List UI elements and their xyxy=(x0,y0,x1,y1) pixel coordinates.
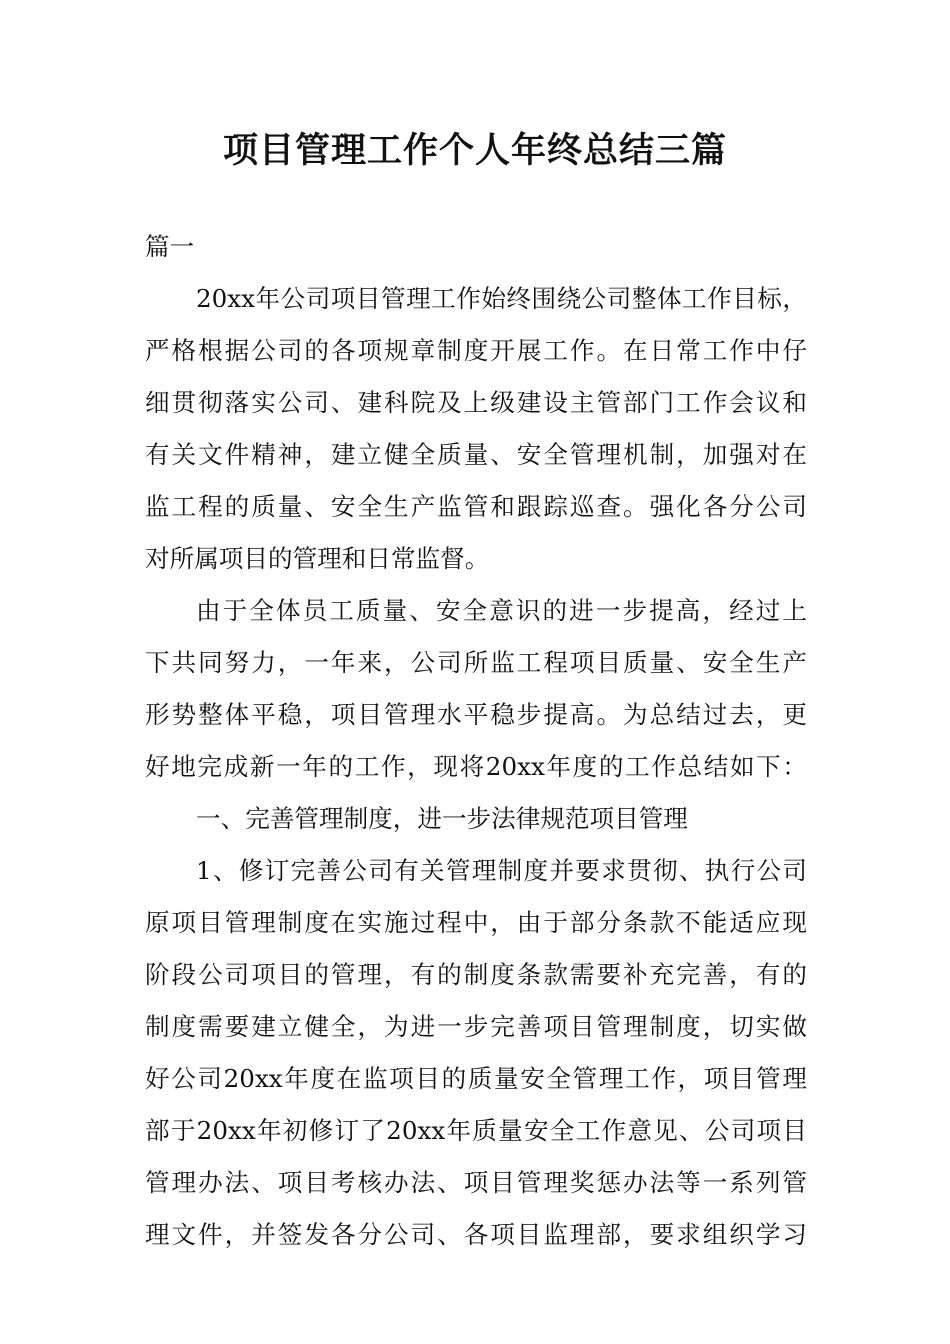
section-label: 篇一 xyxy=(145,232,195,261)
paragraph-line: 1、修订完善公司有关管理制度并要求贯彻、执行公司 xyxy=(196,856,807,885)
paragraph-line: 阶段公司项目的管理，有的制度条款需要补充完善，有的 xyxy=(145,960,807,989)
paragraph-line: 原项目管理制度在实施过程中，由于部分条款不能适应现 xyxy=(145,908,807,937)
paragraph-line: 20xx年公司项目管理工作始终围绕公司整体工作目标， xyxy=(196,284,807,313)
section-heading: 一、完善管理制度，进一步法律规范项目管理 xyxy=(196,804,688,833)
paragraph-line: 下共同努力，一年来，公司所监工程项目质量、安全生产 xyxy=(145,648,807,677)
paragraph-line: 严格根据公司的各项规章制度开展工作。在日常工作中仔 xyxy=(145,336,807,365)
paragraph-line: 好公司20xx年度在监项目的质量安全管理工作，项目管理 xyxy=(145,1064,807,1093)
paragraph-line: 对所属项目的管理和日常监督。 xyxy=(145,544,490,573)
paragraph-line: 好地完成新一年的工作，现将20xx年度的工作总结如下： xyxy=(145,752,807,781)
paragraph-line: 部于20xx年初修订了20xx年质量安全工作意见、公司项目 xyxy=(145,1116,807,1145)
paragraph-line: 有关文件精神，建立健全质量、安全管理机制，加强对在 xyxy=(145,440,807,469)
paragraph-line: 由于全体员工质量、安全意识的进一步提高，经过上 xyxy=(196,596,807,625)
paragraph-line: 制度需要建立健全，为进一步完善项目管理制度，切实做 xyxy=(145,1012,807,1041)
paragraph-line: 理文件，并签发各分公司、各项目监理部，要求组织学习 xyxy=(145,1220,807,1249)
paragraph-line: 形势整体平稳，项目管理水平稳步提高。为总结过去，更 xyxy=(145,700,807,729)
document-title: 项目管理工作个人年终总结三篇 xyxy=(222,131,727,171)
paragraph-line: 管理办法、项目考核办法、项目管理奖惩办法等一系列管 xyxy=(145,1168,807,1197)
paragraph-line: 监工程的质量、安全生产监管和跟踪巡查。强化各分公司 xyxy=(145,492,807,521)
paragraph-line: 细贯彻落实公司、建科院及上级建设主管部门工作会议和 xyxy=(145,388,807,417)
